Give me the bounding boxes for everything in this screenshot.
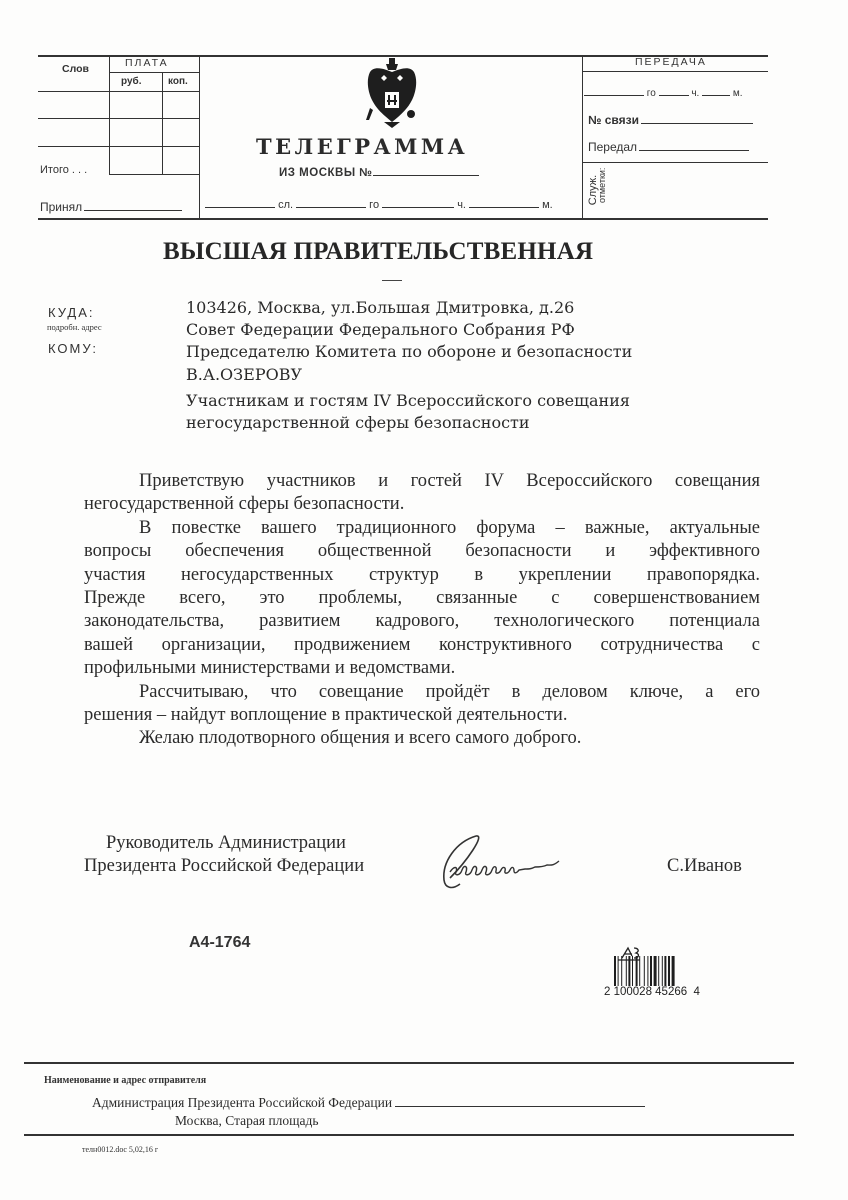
from-moscow-label: [279, 167, 479, 179]
right-block-left-border: [582, 55, 583, 219]
telegram-title: ТЕЛЕГРАММА: [256, 134, 469, 159]
payment-header: ПЛАТА: [125, 57, 169, 69]
body-line: негосударственной сферы безопасности.: [84, 494, 405, 515]
barcode-bar: [644, 956, 645, 986]
minute-label: м.: [542, 199, 553, 211]
form-code: телн0012.doc 5,02,16 г: [82, 1145, 159, 1154]
barcode-bar: [650, 956, 652, 986]
service-marks-label-1: Служ.: [587, 174, 600, 206]
recipient-name: В.А.ОЗЕРОВУ: [186, 365, 303, 384]
payment-header-divider: [109, 72, 199, 73]
barcode-bar: [614, 956, 616, 986]
signatory-name: С.Иванов: [667, 856, 742, 876]
link-number-field: [641, 123, 753, 124]
recipient-address: 103426, Москва, ул.Большая Дмитровка, д.26: [186, 298, 575, 317]
transmission-hour-field: [659, 95, 689, 96]
where-label: КУДА:: [48, 305, 95, 320]
hour-label: ч.: [457, 199, 466, 211]
recipient-participants-cont: негосударственной сферы безопасности: [186, 413, 530, 432]
body-line: Прежде всего, это проблемы, связанные с совершенствованием: [84, 588, 760, 609]
body-line: участия негосударственных структур в укреплении правопорядка.: [84, 564, 760, 585]
payment-left-border-lower: [109, 146, 110, 175]
transmission-header: ПЕРЕДАЧА: [635, 56, 707, 68]
signature-scribble-icon: [436, 832, 626, 894]
service-marks-label-rotated: отметки:: [597, 167, 607, 203]
barcode-bar: [632, 956, 633, 986]
barcode-number: 2 100028 45266 4: [604, 986, 700, 998]
barcode-bar: [639, 956, 640, 986]
sent-by-label: [588, 140, 749, 154]
signatory-title-line2: Президента Российской Федерации: [84, 856, 365, 876]
total-label: Итого . . .: [40, 164, 88, 176]
sender-name-field: [395, 1106, 645, 1107]
barcode-bar: [618, 956, 619, 986]
body-line: вашей организации, продвижением конструктивного сотрудничества с: [84, 634, 760, 655]
double-headed-eagle-icon: [364, 58, 420, 128]
transmission-minute-field: [702, 95, 730, 96]
link-number-label: [588, 113, 753, 127]
barcode-bar: [647, 956, 648, 986]
barcode-bar: [621, 956, 622, 986]
payment-row-line-3: [38, 146, 199, 147]
barcode-bar: [626, 956, 627, 986]
document-number: А4-1764: [189, 934, 251, 951]
transmission-header-divider: [582, 71, 768, 72]
payment-row-line-1: [38, 91, 199, 92]
sent-by-field: [639, 150, 749, 151]
accepted-label-text: Принял: [40, 200, 83, 214]
barcode-bar: [668, 956, 670, 986]
rub-label: руб.: [121, 76, 142, 87]
accepted-label: [40, 200, 182, 214]
barcode: [604, 940, 724, 1002]
payment-row-line-2: [38, 118, 199, 119]
body-line: Рассчитываю, что совещание пройдёт в деловом ключе, а его: [139, 681, 760, 702]
left-block-right-border: [199, 55, 200, 219]
payment-middle-border-lower: [162, 135, 163, 175]
telegram-body: [84, 470, 760, 751]
sender-label: Наименование и адрес отправителя: [44, 1075, 207, 1086]
sender-bottom-divider: [24, 1134, 794, 1136]
barcode-bar: [654, 956, 657, 986]
transmission-minute-label: м.: [732, 88, 743, 99]
sender-address: Москва, Старая площадь: [175, 1113, 319, 1128]
transmission-day-field: [584, 95, 644, 96]
barcode-bar: [628, 956, 630, 986]
detail-address-label: подробн. адрес: [47, 322, 102, 332]
from-moscow-label-text: ИЗ МОСКВЫ №: [279, 167, 373, 179]
recipient-organization: Совет Федерации Федерального Собрания РФ: [186, 320, 575, 339]
link-number-label-text: № связи: [588, 113, 639, 127]
accepted-field: [84, 210, 182, 211]
sender-name: [92, 1095, 645, 1111]
telegram-time-fields: [205, 199, 553, 211]
recipient-participants: Участникам и гостям IV Всероссийского совещания: [186, 391, 630, 410]
payment-left-border-mid: [109, 118, 110, 148]
barcode-bar: [658, 956, 659, 986]
body-line: Приветствую участников и гостей IV Всероссийского совещания: [139, 471, 760, 491]
payment-middle-border: [162, 72, 163, 135]
hour-field: [382, 207, 454, 208]
sl-label: сл.: [278, 199, 294, 211]
priority-underline: [382, 280, 402, 281]
barcode-bar: [664, 956, 666, 986]
barcode-bar: [662, 956, 663, 986]
body-line: Желаю плодотворного общения и всего самого доброго.: [139, 728, 582, 749]
minute-field: [469, 207, 539, 208]
sent-by-label-text: Передал: [588, 140, 638, 154]
words-label: Слов: [62, 63, 89, 75]
handwritten-signature: [436, 832, 626, 894]
day-field: [296, 207, 366, 208]
barcode-bar: [672, 956, 675, 986]
signatory-title-line1: Руководитель Администрации: [106, 833, 346, 853]
whom-label: КОМУ:: [48, 341, 98, 356]
form-bottom-border: [38, 218, 768, 220]
transmission-go-label: го: [646, 88, 656, 99]
transmission-hour-label: ч.: [691, 88, 700, 99]
barcode-bar: [636, 956, 638, 986]
priority-header: ВЫСШАЯ ПРАВИТЕЛЬСТВЕННАЯ: [163, 238, 594, 265]
recipient-position: Председателю Комитета по обороне и безопасности: [186, 342, 633, 361]
barcode-bars-icon: [614, 956, 714, 986]
transmission-time-fields: [584, 88, 743, 99]
sender-top-divider: [24, 1062, 794, 1064]
body-line: вопросы обеспечения общественной безопасности и эффективного: [84, 541, 760, 562]
kop-label: коп.: [168, 76, 188, 87]
body-line: профильными министерствами и ведомствами.: [84, 658, 456, 679]
go-label: го: [369, 199, 380, 211]
telegram-number-field: [373, 175, 479, 176]
coat-of-arms-emblem: [364, 58, 420, 128]
body-line: В повестке вашего традиционного форума – важные, актуальные: [139, 517, 760, 538]
transmission-marks-divider: [582, 162, 768, 163]
sender-name-text: Администрация Президента Российской Федерации: [92, 1095, 393, 1110]
body-line: решения – найдут воплощение в практической деятельности.: [84, 705, 568, 726]
body-line: законодательства, развитием кадрового, технологического потенциала: [84, 611, 760, 632]
words-count-field: [205, 207, 275, 208]
payment-row-line-4: [109, 174, 199, 175]
